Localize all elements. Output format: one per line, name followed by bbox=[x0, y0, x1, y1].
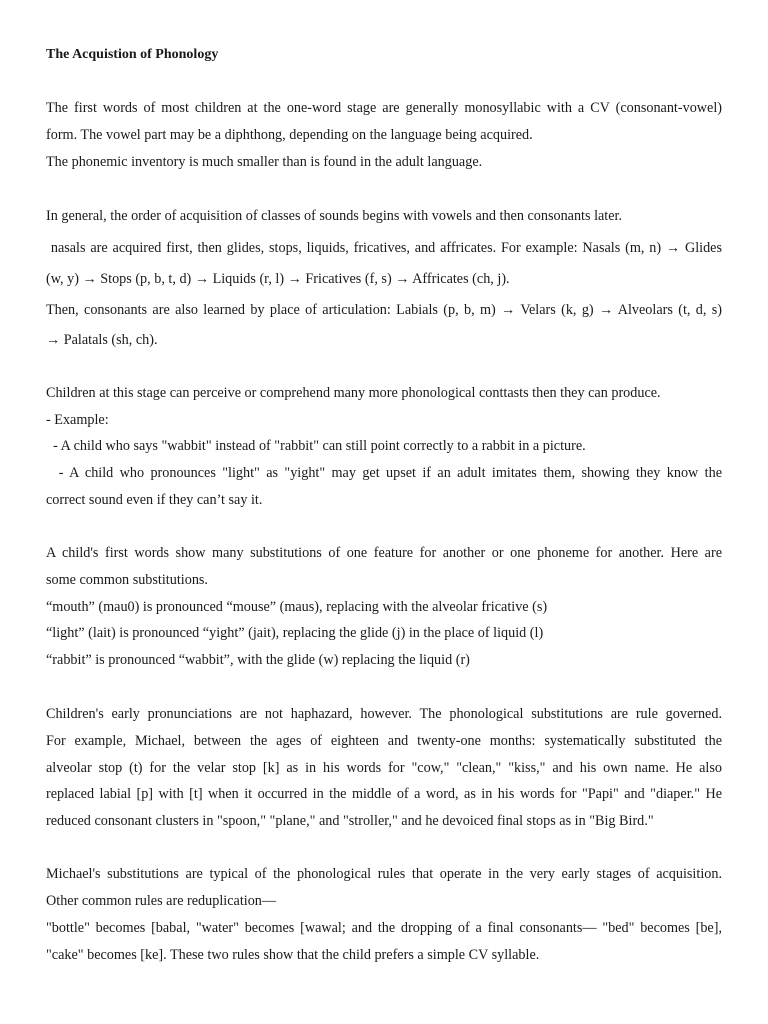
paragraph-6-line-1: Michael's substitutions are typical of the phonological rules that operate in the very early stages of acquisition. bbox=[46, 866, 722, 882]
paragraph-2-line-3: (w, y) → Stops (p, b, t, d) → Liquids (r, l) → Fricatives (f, s) → Affricates (ch, j). bbox=[46, 271, 510, 287]
paragraph-1-line-1: The first words of most children at the one-word stage are generally monosyllabic with a CV (consonant-vowel) bbox=[46, 100, 722, 116]
paragraph-2-line-4: Then, consonants are also learned by place of articulation: Labials (p, b, m) → Velars (k, g) → Alveolars (t, d, s) bbox=[46, 302, 722, 318]
paragraph-3-line-5: correct sound even if they can’t say it. bbox=[46, 492, 263, 508]
paragraph-4-line-3: “mouth” (mau0) is pronounced “mouse” (maus), replacing with the alveolar fricative (s) bbox=[46, 599, 548, 615]
paragraph-1-line-3: The phonemic inventory is much smaller than is found in the adult language. bbox=[46, 154, 483, 170]
paragraph-4-line-4: “light” (lait) is pronounced “yight” (jait), replacing the glide (j) in the place of liquid (l) bbox=[46, 625, 544, 641]
paragraph-4-line-5: “rabbit” is pronounced “wabbit”, with the glide (w) replacing the liquid (r) bbox=[46, 652, 470, 668]
paragraph-1-line-2: form. The vowel part may be a diphthong, depending on the language being acquired. bbox=[46, 127, 533, 143]
paragraph-5-line-1: Children's early pronunciations are not haphazard, however. The phonological substitutions are rule governed. bbox=[46, 706, 722, 722]
paragraph-4-line-1: A child's first words show many substitutions of one feature for another or one phoneme for another. Here are bbox=[46, 545, 722, 561]
paragraph-3-line-2: - Example: bbox=[46, 412, 109, 428]
paragraph-4-line-2: some common substitutions. bbox=[46, 572, 208, 588]
document-title: The Acquistion of Phonology bbox=[46, 47, 219, 62]
paragraph-2-line-2: nasals are acquired first, then glides, stops, liquids, fricatives, and affricates. For example: Nasals (m, n) → Glides bbox=[46, 240, 722, 256]
paragraph-5-line-2: For example, Michael, between the ages of eighteen and twenty-one months: systematically substituted the bbox=[46, 733, 722, 749]
paragraph-3-line-1: Children at this stage can perceive or comprehend many more phonological conttasts then they can produce. bbox=[46, 385, 661, 401]
document-page bbox=[46, 0, 722, 1024]
paragraph-5-line-5: reduced consonant clusters in "spoon," "plane," and "stroller," and he devoiced final stops as in "Big Bird." bbox=[46, 813, 654, 829]
paragraph-3-line-3: - A child who says "wabbit" instead of "rabbit" can still point correctly to a rabbit in a picture. bbox=[46, 438, 586, 454]
paragraph-6-line-3: "bottle" becomes [babal, "water" becomes [wawal; and the dropping of a final consonants— "bed" becomes [be], bbox=[46, 920, 722, 936]
paragraph-3-line-4: - A child who pronounces "light" as "yight" may get upset if an adult imitates them, showing they know the bbox=[46, 465, 722, 481]
paragraph-2-line-1: In general, the order of acquisition of classes of sounds begins with vowels and then consonants later. bbox=[46, 208, 623, 224]
paragraph-6-line-4: "cake" becomes [ke]. These two rules show that the child prefers a simple CV syllable. bbox=[46, 947, 540, 963]
paragraph-6-line-2: Other common rules are reduplication— bbox=[46, 893, 277, 909]
paragraph-2-line-5: → Palatals (sh, ch). bbox=[46, 332, 158, 348]
paragraph-5-line-4: replaced labial [p] with [t] when it occurred in the middle of a word, as in his words for "Papi" and "diaper." He bbox=[46, 786, 722, 802]
paragraph-5-line-3: alveolar stop (t) for the velar stop [k] as in his words for "cow," "clean," "kiss," and his own name. He also bbox=[46, 760, 722, 776]
